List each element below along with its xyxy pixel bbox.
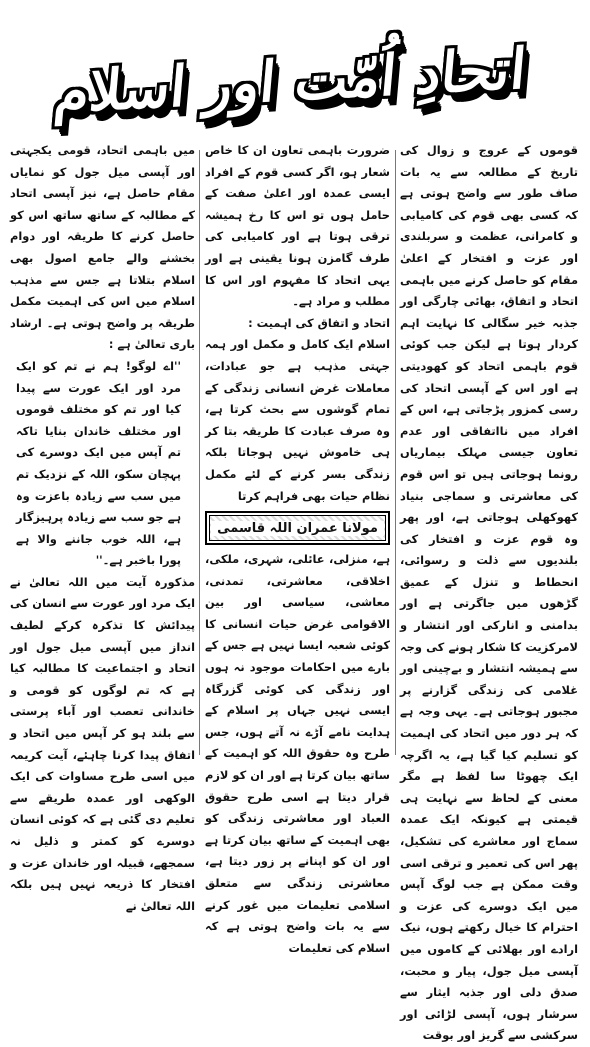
paragraph: مذکورہ آیت میں اللہ تعالیٰ نے ایک مرد اور عورت سے انسان کی پیدائش کا تذکرہ کرکے لطیف انداز میں آپسی میل جول اور اتحاد و اجتماعیت کا مطالبہ کیا ہے کہ تم لوگوں کو قومی و خاندانی تعصب اور آباء پرستی سے بلند ہو کر آپس میں اتحاد و اتفاق پیدا کرنا چاہئے، آیت کریمہ میں اسی طرح مساوات کی ایک الوکھی اور عمدہ طریقے سے تعلیم دی گئی ہے کہ کوئی انسان دوسرے کو کمتر و ذلیل نہ سمجھے، قبیلہ اور خاندان عزت و افتخار کا ذریعہ نہیں ہیں بلکہ اللہ تعالیٰ نے bbox=[10, 574, 195, 913]
author-byline-box bbox=[205, 511, 390, 545]
paragraph: میں باہمی اتحاد، قومی یکجہتی اور آپسی میل جول کو نمایاں مقام حاصل ہے، نیز آپسی اتحاد کے مطالبہ کے ساتھ ساتھ اس کو حاصل کرنے کا طریقہ اور دوام بخشنے والے جامع اصول بھی اسلام بتلاتا ہے جس سے مذہب اسلام میں اس کی اہمیت مکمل طریقہ پر واضح ہوتی ہے۔ ارشاد باری تعالیٰ ہے : bbox=[10, 143, 195, 352]
section-heading: اتحاد و اتفاق کی اہمیت : bbox=[248, 315, 390, 330]
text-column-right bbox=[400, 140, 578, 1043]
article-title: اتحادِ اُمّت اور اسلام bbox=[51, 35, 529, 126]
paragraph: ہے، منزلی، عائلی، شہری، ملکی، اخلاقی، معاشرتی، تمدنی، معاشی، سیاسی اور بین الاقوامی غرض حیات انسانی کا کوئی شعبہ ایسا نہیں ہے جس کے بارے میں احکامات موجود نہ ہوں اور زندگی کی کوئی گزرگاہ ایسی نہیں جہاں پر اسلام کے ہدایت نامے آڑے نہ آتے ہوں، جس طرح وہ حقوق اللہ کو اہمیت کے ساتھ بیان کرتا ہے اور ان کو لازم قرار دیتا ہے اسی طرح حقوق العباد اور معاشرتی زندگی کو بھی اہمیت کے ساتھ بیان کرتا ہے اور ان کو اپنانے پر زور دیتا ہے، معاشرتی زندگی سے متعلق اسلامی تعلیمات میں غور کرنے سے یہ بات واضح ہوتی ہے کہ اسلام کی تعلیمات bbox=[205, 552, 390, 955]
text-column-left bbox=[10, 140, 195, 913]
paragraph: قوموں کے عروج و زوال کی تاریخ کے مطالعہ سے یہ بات صاف طور سے واضح ہوتی ہے کہ کسی بھی قوم کی کامیابی و کامرانی، عظمت و سربلندی اور عزت و افتخار کے اعلیٰ مقام کو حاصل کرنے میں باہمی اتحاد و اتفاق، بھائی چارگی اور جذبہ خیر سگالی کا نہایت اہم کردار ہوتا ہے لیکن جب کوئی قوم باہمی اتحاد کو کھودیتی ہے اور اس کے آپسی اتحاد کی رسی کمزور پڑجاتی ہے، اس کے افراد میں نااتفاقی اور عدم تعاون جیسی مہلک بیماریاں رونما ہوجاتی ہیں تو اس قوم کی معاشرتی و سماجی بنیاد کھوکھلی ہوجاتی ہے، اور پھر وہ قوم عزت و افتخار کی بلندیوں سے ذلت و رسوائی، انحطاط و تنزل کے عمیق گڑھوں میں جاگرتی ہے اور بدامنی و انارکی اور انتشار و لامرکزیت کا شکار ہونے کی وجہ سے ہمیشہ انتشار و بےچینی اور غلامی کی زندگی گزارنے پر مجبور ہوجاتی ہے۔ یہی وجہ ہے کہ ہر دور میں اتحاد کی اہمیت کو تسلیم کیا گیا ہے، یہ اگرچہ ایک چھوٹا سا لفظ ہے مگر معنی کے لحاظ سے نہایت ہی قیمتی ہے کیونکہ ایک عمدہ سماج اور معاشرے کی تشکیل، پھر اس کی تعمیر و ترقی اسی وقت ممکن ہے جب لوگ آپس میں ایک دوسرے کی عزت و احترام کا خیال رکھتے ہوں، نیک ارادے اور بھلائی کے کاموں میں آپسی میل جول، پیار و محبت، صدق دلی اور جذبہ ایثار سے سرشار ہوں، آپسی لڑائی اور سرکشی سے گریز اور بوقت bbox=[400, 143, 578, 1043]
text-column-middle bbox=[205, 140, 390, 955]
paragraph: اسلام ایک کامل و مکمل اور ہمہ جہتی مذہب ہے جو عبادات، معاملات غرض انسانی زندگی کے تمام گوشوں سے بحث کرتا ہے، وہ صرف عبادت کا طریقہ بتا کر ہی خاموش نہیں ہوجاتا بلکہ زندگی بسر کرنے کے لئے مکمل نظام حیات بھی فراہم کرتا bbox=[205, 337, 390, 503]
column-divider bbox=[395, 150, 396, 755]
quran-verse-translation: ''اے لوگو! ہم نے تم کو ایک مرد اور ایک عورت سے پیدا کیا اور تم کو مختلف قوموں اور مختلف خاندان بنایا تاکہ تم آپس میں ایک دوسرے کی پہچان سکو، اللہ کے نزدیک تم میں سب سے زیادہ باعزت وہ ہے جو سب سے زیادہ پرہیزگار ہے، اللہ خوب جاننے والا ہے پورا باخبر ہے۔'' bbox=[16, 358, 181, 568]
paragraph: ضرورت باہمی تعاون ان کا خاص شعار ہو، اگر کسی قوم کے افراد ایسی عمدہ اور اعلیٰ صفت کے حامل ہوں تو اس کا رخ ہمیشہ ترقی ہوتا ہے اور کامیابی کی طرف گامزن ہونا یقینی ہے اور یہی اتحاد کا مفہوم اور اس کا مطلب و مراد ہے۔ bbox=[205, 143, 390, 309]
author-name: مولانا عمران اللہ قاسمی bbox=[211, 521, 384, 536]
column-divider bbox=[199, 150, 200, 755]
byline-frame bbox=[209, 515, 386, 541]
article-title-block bbox=[51, 28, 529, 133]
